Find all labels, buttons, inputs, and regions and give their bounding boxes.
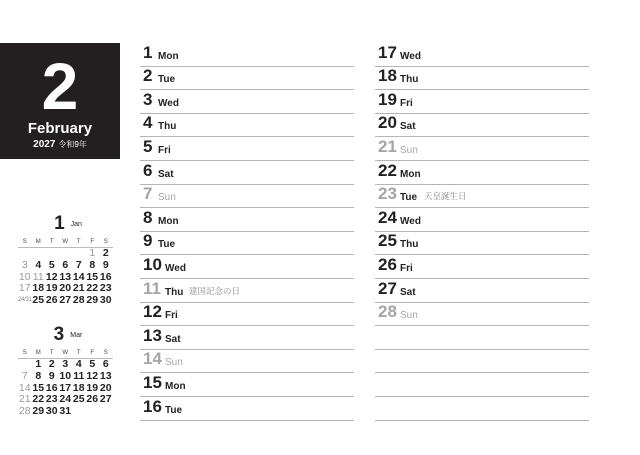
empty-row bbox=[375, 373, 589, 397]
mini-day: 1 bbox=[89, 247, 96, 259]
mini-day: 16 bbox=[45, 381, 58, 394]
mini-day: 18 bbox=[32, 282, 45, 295]
mini-day: 31 bbox=[59, 405, 72, 418]
weekday-label: Fri bbox=[400, 262, 413, 274]
mini-day: 2 bbox=[48, 358, 55, 370]
day-row bbox=[140, 303, 354, 327]
mini-day: 4 bbox=[35, 258, 42, 271]
mini-day: 5 bbox=[48, 258, 55, 271]
day-number: 8 bbox=[143, 207, 153, 227]
day-number: 14 bbox=[143, 349, 162, 369]
day-row bbox=[140, 114, 354, 138]
day-row bbox=[375, 185, 589, 209]
mini-day: 18 bbox=[72, 381, 85, 394]
mini-calendar-prev bbox=[18, 213, 118, 307]
empty-row bbox=[375, 397, 589, 421]
mini-day: 14 bbox=[18, 381, 31, 394]
month-name: February bbox=[27, 120, 93, 137]
mini-day: 19 bbox=[45, 282, 58, 295]
mini-weekday: T bbox=[49, 350, 54, 356]
weekday-label: Tue bbox=[165, 404, 183, 416]
day-number: 1 bbox=[143, 42, 153, 62]
mini-day: 13 bbox=[59, 270, 72, 283]
mini-day: 29 bbox=[86, 294, 99, 307]
mini-day: 20 bbox=[99, 381, 112, 394]
mini-weekday: M bbox=[35, 350, 41, 356]
mini-day: 2 bbox=[102, 247, 109, 259]
weekday-label: Tue bbox=[158, 74, 176, 86]
day-row bbox=[375, 255, 589, 279]
mini-day: 27 bbox=[59, 294, 72, 307]
day-row bbox=[375, 90, 589, 114]
day-row bbox=[375, 208, 589, 232]
mini-weekday-header bbox=[18, 239, 113, 248]
mini-weekday: S bbox=[22, 239, 27, 245]
weekday-label: Wed bbox=[158, 97, 179, 109]
mini-weekday: T bbox=[76, 239, 81, 245]
mini-day: 30 bbox=[45, 405, 58, 418]
mini-day: 3 bbox=[21, 258, 28, 271]
mini-day: 23 bbox=[45, 393, 58, 406]
mini-week-row bbox=[18, 260, 113, 272]
mini-weekday: F bbox=[90, 350, 95, 356]
day-row bbox=[140, 373, 354, 397]
mini-day: 14 bbox=[72, 270, 85, 283]
weekday-label: Tue bbox=[400, 192, 418, 204]
days-column-right bbox=[375, 43, 589, 421]
day-number: 23 bbox=[378, 184, 397, 204]
day-row bbox=[140, 43, 354, 67]
holiday-label: 天皇誕生日 bbox=[424, 191, 467, 202]
mini-day: 5 bbox=[89, 358, 96, 370]
day-number: 28 bbox=[378, 302, 397, 322]
weekday-label: Sun bbox=[165, 357, 183, 369]
day-number: 19 bbox=[378, 89, 397, 109]
current-month-block bbox=[0, 43, 120, 159]
mini-day: 24 bbox=[59, 393, 72, 406]
day-number: 6 bbox=[143, 160, 153, 180]
day-row bbox=[140, 350, 354, 374]
empty-row bbox=[375, 350, 589, 374]
mini-week-row bbox=[18, 406, 113, 418]
empty-row bbox=[375, 326, 589, 350]
weekday-label: Wed bbox=[400, 50, 421, 62]
mini-day: 7 bbox=[75, 258, 82, 271]
mini-day: 9 bbox=[48, 369, 55, 382]
mini-day: 17 bbox=[59, 381, 72, 394]
mini-day: 13 bbox=[99, 369, 112, 382]
weekday-label: Mon bbox=[158, 50, 179, 62]
day-row bbox=[375, 114, 589, 138]
mini-month-abbr: Mar bbox=[70, 332, 83, 339]
mini-day: 19 bbox=[86, 381, 99, 394]
day-number: 10 bbox=[143, 254, 162, 274]
mini-day: 20 bbox=[59, 282, 72, 295]
mini-day: 30 bbox=[99, 294, 112, 307]
day-number: 24 bbox=[378, 207, 397, 227]
mini-calendar-header bbox=[18, 213, 118, 235]
year-label: 2027 bbox=[33, 139, 56, 150]
mini-weekday: T bbox=[76, 350, 81, 356]
day-row bbox=[375, 137, 589, 161]
day-row bbox=[375, 232, 589, 256]
mini-month-abbr: Jan bbox=[70, 221, 82, 228]
mini-week-row bbox=[18, 371, 113, 383]
day-row bbox=[140, 326, 354, 350]
day-number: 16 bbox=[143, 396, 162, 416]
mini-day: 15 bbox=[32, 381, 45, 394]
day-number: 5 bbox=[143, 136, 153, 156]
era-label: 令和9年 bbox=[58, 140, 87, 149]
day-row bbox=[375, 43, 589, 67]
mini-day: 8 bbox=[35, 369, 42, 382]
mini-day: 7 bbox=[21, 369, 28, 382]
mini-day: 27 bbox=[99, 393, 112, 406]
day-number: 27 bbox=[378, 278, 397, 298]
day-row bbox=[375, 161, 589, 185]
day-number: 4 bbox=[143, 113, 153, 133]
weekday-label: Thu bbox=[400, 74, 419, 86]
day-number: 11 bbox=[143, 278, 161, 298]
day-number: 13 bbox=[143, 325, 162, 345]
mini-day: 25 bbox=[32, 294, 45, 307]
mini-weekday: M bbox=[35, 239, 41, 245]
day-number: 7 bbox=[143, 184, 153, 204]
mini-day: 25 bbox=[72, 393, 85, 406]
day-row bbox=[140, 67, 354, 91]
day-number: 12 bbox=[143, 302, 162, 322]
day-number: 26 bbox=[378, 254, 397, 274]
mini-day: 21 bbox=[18, 393, 31, 406]
day-number: 25 bbox=[378, 231, 397, 251]
mini-day: 9 bbox=[102, 258, 109, 271]
mini-day: 22 bbox=[32, 393, 45, 406]
day-number: 21 bbox=[378, 136, 397, 156]
weekday-label: Sat bbox=[400, 286, 416, 298]
day-row bbox=[375, 67, 589, 91]
mini-day: 12 bbox=[86, 369, 99, 382]
mini-month-number: 3 bbox=[53, 324, 65, 345]
mini-day: 21 bbox=[72, 282, 85, 295]
weekday-label: Thu bbox=[400, 239, 419, 251]
day-row bbox=[375, 279, 589, 303]
day-number: 20 bbox=[378, 113, 397, 133]
mini-calendar-next bbox=[18, 324, 118, 418]
mini-day: 11 bbox=[73, 369, 85, 382]
weekday-label: Sun bbox=[158, 192, 176, 204]
weekday-label: Sat bbox=[400, 121, 416, 133]
days-column-left bbox=[140, 43, 354, 421]
mini-day: 23 bbox=[99, 282, 112, 295]
weekday-label: Tue bbox=[158, 239, 176, 251]
mini-week-row bbox=[18, 295, 113, 307]
mini-month-number: 1 bbox=[54, 213, 65, 234]
day-row bbox=[140, 185, 354, 209]
weekday-label: Sun bbox=[400, 144, 418, 156]
day-row bbox=[140, 208, 354, 232]
mini-day: 8 bbox=[89, 258, 96, 271]
month-year bbox=[0, 139, 120, 150]
mini-day: 6 bbox=[62, 258, 69, 271]
mini-day: 17 bbox=[18, 282, 31, 295]
day-row bbox=[140, 397, 354, 421]
weekday-label: Fri bbox=[400, 97, 413, 109]
mini-day: 12 bbox=[45, 270, 58, 283]
weekday-label: Wed bbox=[400, 215, 421, 227]
mini-day: 26 bbox=[45, 294, 58, 307]
day-number: 22 bbox=[378, 160, 397, 180]
day-number: 18 bbox=[378, 66, 397, 86]
day-number: 15 bbox=[143, 372, 162, 392]
weekday-label: Sun bbox=[400, 310, 418, 322]
mini-day: 26 bbox=[86, 393, 99, 406]
day-row bbox=[375, 303, 589, 327]
weekday-label: Fri bbox=[158, 144, 171, 156]
mini-day: 6 bbox=[102, 358, 109, 370]
weekday-label: Fri bbox=[165, 310, 178, 322]
mini-day: 10 bbox=[18, 270, 31, 283]
mini-day bbox=[99, 406, 113, 418]
mini-weekday: T bbox=[49, 239, 54, 245]
mini-weekday: S bbox=[22, 350, 27, 356]
holiday-label: 建国記念の日 bbox=[189, 285, 241, 296]
weekday-label: Wed bbox=[165, 262, 186, 274]
day-row bbox=[140, 255, 354, 279]
mini-day: 24/31 bbox=[18, 297, 32, 304]
mini-day: 11 bbox=[32, 270, 44, 283]
mini-calendar-header bbox=[18, 324, 118, 346]
mini-day: 16 bbox=[99, 270, 112, 283]
day-number: 2 bbox=[143, 66, 153, 86]
weekday-label: Thu bbox=[158, 121, 177, 133]
mini-day: 28 bbox=[18, 405, 31, 418]
mini-day: 15 bbox=[86, 270, 99, 283]
mini-weekday: S bbox=[103, 239, 108, 245]
day-number: 3 bbox=[143, 89, 153, 109]
mini-day: 1 bbox=[35, 358, 42, 370]
mini-day: 4 bbox=[75, 358, 82, 370]
weekday-label: Thu bbox=[165, 286, 184, 298]
mini-weekday: S bbox=[103, 350, 108, 356]
day-row bbox=[140, 90, 354, 114]
mini-day bbox=[72, 406, 86, 418]
day-row bbox=[140, 161, 354, 185]
mini-weekday: F bbox=[90, 239, 95, 245]
day-row bbox=[140, 232, 354, 256]
weekday-label: Mon bbox=[400, 168, 421, 180]
weekday-label: Sat bbox=[158, 168, 174, 180]
mini-day: 10 bbox=[59, 369, 72, 382]
mini-day: 3 bbox=[62, 358, 69, 370]
mini-day: 28 bbox=[72, 294, 85, 307]
mini-weekday: W bbox=[62, 350, 69, 356]
weekday-label: Mon bbox=[165, 380, 186, 392]
mini-day: 22 bbox=[86, 282, 99, 295]
day-row bbox=[140, 137, 354, 161]
mini-weekday: W bbox=[62, 239, 69, 245]
day-row bbox=[140, 279, 354, 303]
month-number: 2 bbox=[41, 49, 79, 123]
weekday-label: Mon bbox=[158, 215, 179, 227]
mini-day: 29 bbox=[32, 405, 45, 418]
mini-day bbox=[86, 406, 100, 418]
day-number: 17 bbox=[378, 42, 397, 62]
day-number: 9 bbox=[143, 231, 153, 251]
weekday-label: Sat bbox=[165, 333, 181, 345]
